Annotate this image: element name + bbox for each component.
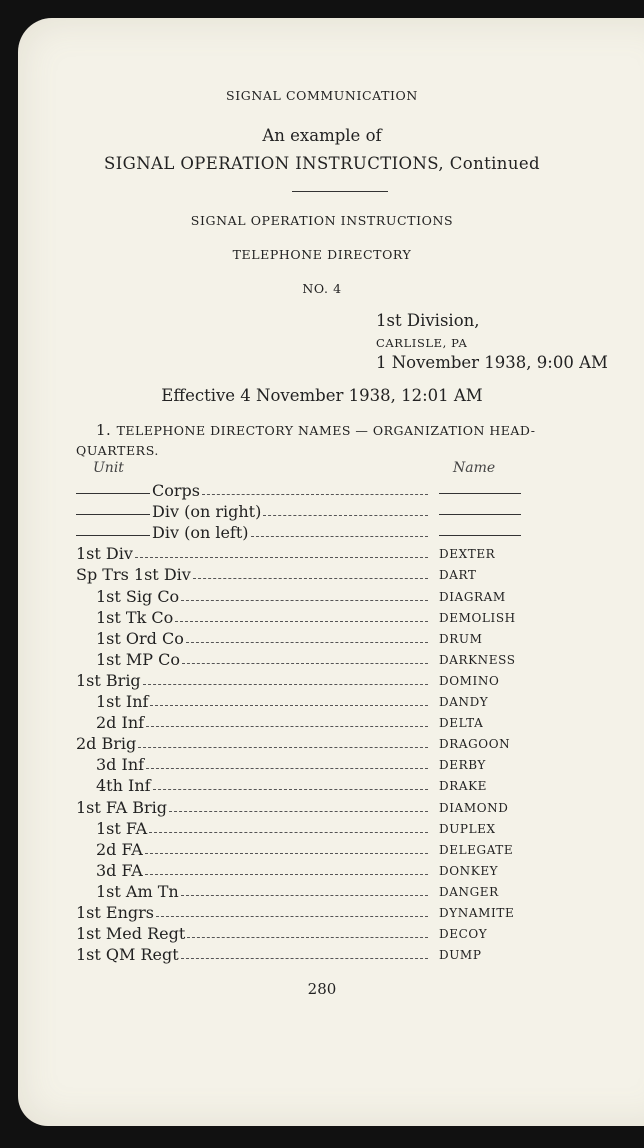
column-header-unit: Unit [93, 460, 124, 476]
unit-blank-line [76, 535, 150, 536]
telephone-name: DUPLEX [439, 821, 496, 836]
unit-label: 1st Am Tn [96, 881, 179, 901]
dot-leader [186, 642, 428, 643]
unit-label: Div (on right) [152, 502, 262, 522]
directory-row [0, 734, 644, 755]
directory-row [0, 544, 644, 565]
title-rule [292, 191, 388, 192]
telephone-name: DEXTER [439, 547, 496, 562]
effective-date: Effective 4 November 1938, 12:01 AM [161, 386, 483, 405]
dot-leader [156, 916, 428, 917]
telephone-name: DELEGATE [439, 842, 514, 857]
dot-leader [135, 557, 428, 558]
directory-row [0, 882, 644, 903]
telephone-name: DUMP [439, 948, 482, 963]
unit-label: 1st Brig [76, 670, 141, 690]
issuing-place: CARLISLE, PA [376, 336, 468, 350]
unit-blank-line [76, 493, 150, 494]
dot-leader [181, 600, 428, 601]
unit-blank-line [76, 514, 150, 515]
unit-label: 2d Brig [76, 734, 137, 754]
unit-label: 1st Tk Co [96, 607, 174, 627]
directory-row [0, 924, 644, 945]
unit-label: 1st QM Regt [76, 945, 179, 965]
telephone-name: DRUM [439, 631, 483, 646]
unit-label: 3d Inf [96, 755, 145, 775]
telephone-name: DRAGOON [439, 737, 511, 752]
unit-label: 1st FA [96, 818, 148, 838]
dot-leader [175, 621, 428, 622]
directory-row [0, 776, 644, 797]
dot-leader [193, 578, 428, 579]
dot-leader [181, 958, 428, 959]
directory-row [0, 692, 644, 713]
section-title [96, 421, 535, 439]
issuing-division: 1st Division, [376, 311, 480, 330]
directory-row [0, 903, 644, 924]
dot-leader [146, 726, 428, 727]
telephone-name: DARKNESS [439, 652, 516, 667]
dot-leader [181, 895, 428, 896]
unit-label: 1st Med Regt [76, 924, 186, 944]
section-number: 1. [96, 421, 112, 439]
dot-leader [149, 832, 428, 833]
dot-leader [150, 705, 428, 706]
number-heading: NO. 4 [302, 281, 342, 296]
telephone-name: DANGER [439, 884, 499, 899]
directory-row [0, 587, 644, 608]
dot-leader [146, 768, 428, 769]
example-line: An example of [262, 126, 382, 145]
telephone-name: DIAGRAM [439, 589, 506, 604]
section-title-text: TELEPHONE DIRECTORY NAMES — ORGANIZATION HEAD- [116, 423, 536, 438]
unit-label: 3d FA [96, 860, 143, 880]
directory-row [0, 671, 644, 692]
unit-label: 1st Inf [96, 692, 149, 711]
unit-label: 1st FA Brig [76, 797, 168, 817]
issuing-datetime: 1 November 1938, 9:00 AM [376, 353, 608, 372]
unit-label: Sp Trs 1st Div [76, 565, 191, 585]
unit-label: Div (on left) [152, 523, 249, 543]
unit-label: 2d FA [96, 839, 143, 859]
section-title-continued: QUARTERS. [76, 443, 159, 458]
directory-row [0, 861, 644, 882]
telephone-name: DERBY [439, 758, 486, 773]
running-head: SIGNAL COMMUNICATION [226, 88, 418, 103]
telephone-name: DIAMOND [439, 800, 509, 815]
page-number: 280 [307, 980, 337, 998]
directory-row [0, 650, 644, 671]
name-blank-line [439, 535, 521, 536]
column-header-name: Name [453, 460, 496, 476]
directory-row [0, 629, 644, 650]
dot-leader [202, 494, 428, 495]
unit-label: 1st Sig Co [96, 586, 180, 606]
name-blank-line [439, 514, 521, 515]
telephone-name: DONKEY [439, 863, 499, 878]
telephone-name: DANDY [439, 695, 489, 709]
dot-leader [143, 684, 428, 685]
telephone-name: DOMINO [439, 673, 500, 688]
directory-row [0, 755, 644, 776]
directory-row [0, 565, 644, 586]
directory-heading: TELEPHONE DIRECTORY [232, 247, 412, 262]
telephone-name: DART [439, 568, 477, 583]
unit-label: 1st Div [76, 544, 133, 564]
telephone-name: DYNAMITE [439, 906, 515, 920]
directory-row [0, 523, 644, 544]
dot-leader [182, 663, 428, 664]
dot-leader [145, 874, 428, 875]
unit-label: 4th Inf [96, 776, 151, 796]
dot-leader [145, 853, 428, 854]
soi-title: SIGNAL OPERATION INSTRUCTIONS, Continued [104, 154, 540, 173]
directory-row [0, 798, 644, 819]
dot-leader [138, 747, 428, 748]
dot-leader [251, 536, 428, 537]
dot-leader [153, 789, 428, 790]
unit-label: 1st Ord Co [96, 628, 184, 648]
directory-row [0, 819, 644, 840]
unit-label: 1st Engrs [76, 903, 154, 922]
directory-row [0, 481, 644, 502]
directory-row [0, 608, 644, 629]
directory-row [0, 945, 644, 966]
telephone-name: DEMOLISH [439, 610, 516, 625]
dot-leader [263, 515, 428, 516]
soi-heading: SIGNAL OPERATION INSTRUCTIONS [190, 213, 454, 228]
directory-row [0, 502, 644, 523]
dot-leader [169, 811, 428, 812]
directory-row [0, 713, 644, 734]
unit-label: 1st MP Co [96, 649, 181, 669]
unit-label: Corps [152, 481, 200, 500]
name-blank-line [439, 493, 521, 494]
unit-label: 2d Inf [96, 713, 145, 733]
dot-leader [187, 937, 428, 938]
telephone-name: DRAKE [439, 779, 488, 794]
directory-row [0, 840, 644, 861]
telephone-name: DECOY [439, 927, 488, 942]
telephone-name: DELTA [439, 716, 484, 731]
